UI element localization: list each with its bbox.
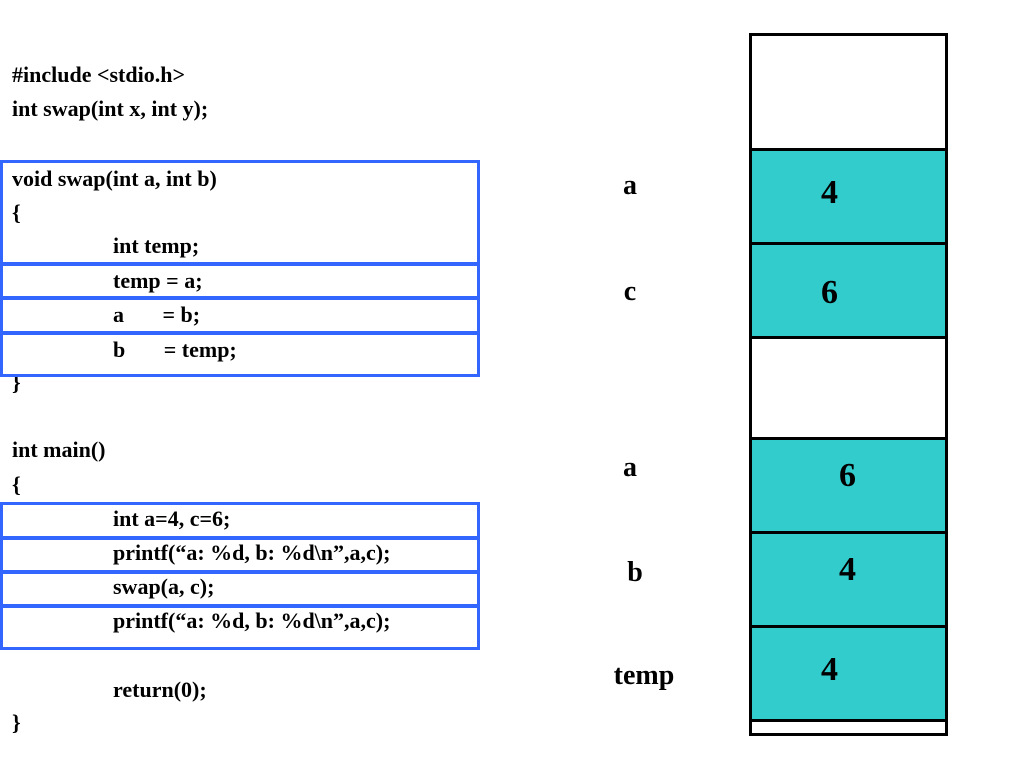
cell-value: 6 xyxy=(839,457,856,494)
include-line: #include <stdio.h> xyxy=(12,62,186,87)
stack-cell-empty xyxy=(752,36,945,148)
stack-cell xyxy=(752,148,945,242)
cell-value: 4 xyxy=(821,174,838,211)
stack-cell-empty xyxy=(752,336,945,437)
main-close-brace: } xyxy=(12,710,21,735)
highlight-box xyxy=(0,571,480,607)
variable-label: c xyxy=(623,276,637,307)
variable-label: temp xyxy=(613,660,675,691)
highlight-box xyxy=(0,160,480,265)
swap-statement: int temp; xyxy=(113,233,200,258)
main-statement: printf(“a: %d, b: %d\n”,a,c); xyxy=(113,608,391,633)
stack-cell xyxy=(752,437,945,531)
cell-value: 4 xyxy=(839,551,856,588)
swap-statement: temp = a; xyxy=(113,268,203,293)
main-open-brace: { xyxy=(12,472,21,497)
prototype-line: int swap(int x, int y); xyxy=(12,96,209,121)
highlight-box xyxy=(0,263,480,299)
swap-close-brace: } xyxy=(12,370,21,395)
stack-cell xyxy=(752,242,945,336)
main-statement: int a=4, c=6; xyxy=(113,506,231,531)
return-statement: return(0); xyxy=(113,677,207,702)
cell-value: 4 xyxy=(821,651,838,688)
highlight-box xyxy=(0,605,480,650)
main-statement: swap(a, c); xyxy=(113,574,215,599)
swap-open-brace: { xyxy=(12,200,21,225)
main-signature: int main() xyxy=(12,437,106,462)
stack-cell xyxy=(752,625,945,719)
highlight-box xyxy=(0,332,480,377)
stack-cell-empty xyxy=(752,719,945,733)
stack-cell xyxy=(752,531,945,625)
memory-stack xyxy=(749,33,948,736)
variable-label: b xyxy=(627,557,643,588)
variable-label: a xyxy=(623,170,637,201)
swap-statement: b = temp; xyxy=(113,337,237,362)
highlight-box xyxy=(0,502,480,539)
variable-label: a xyxy=(623,452,637,483)
highlight-box xyxy=(0,537,480,573)
highlight-box xyxy=(0,297,480,334)
swap-statement: a = b; xyxy=(113,302,201,327)
cell-value: 6 xyxy=(821,274,838,311)
main-statement: printf(“a: %d, b: %d\n”,a,c); xyxy=(113,540,391,565)
swap-signature: void swap(int a, int b) xyxy=(12,166,217,191)
